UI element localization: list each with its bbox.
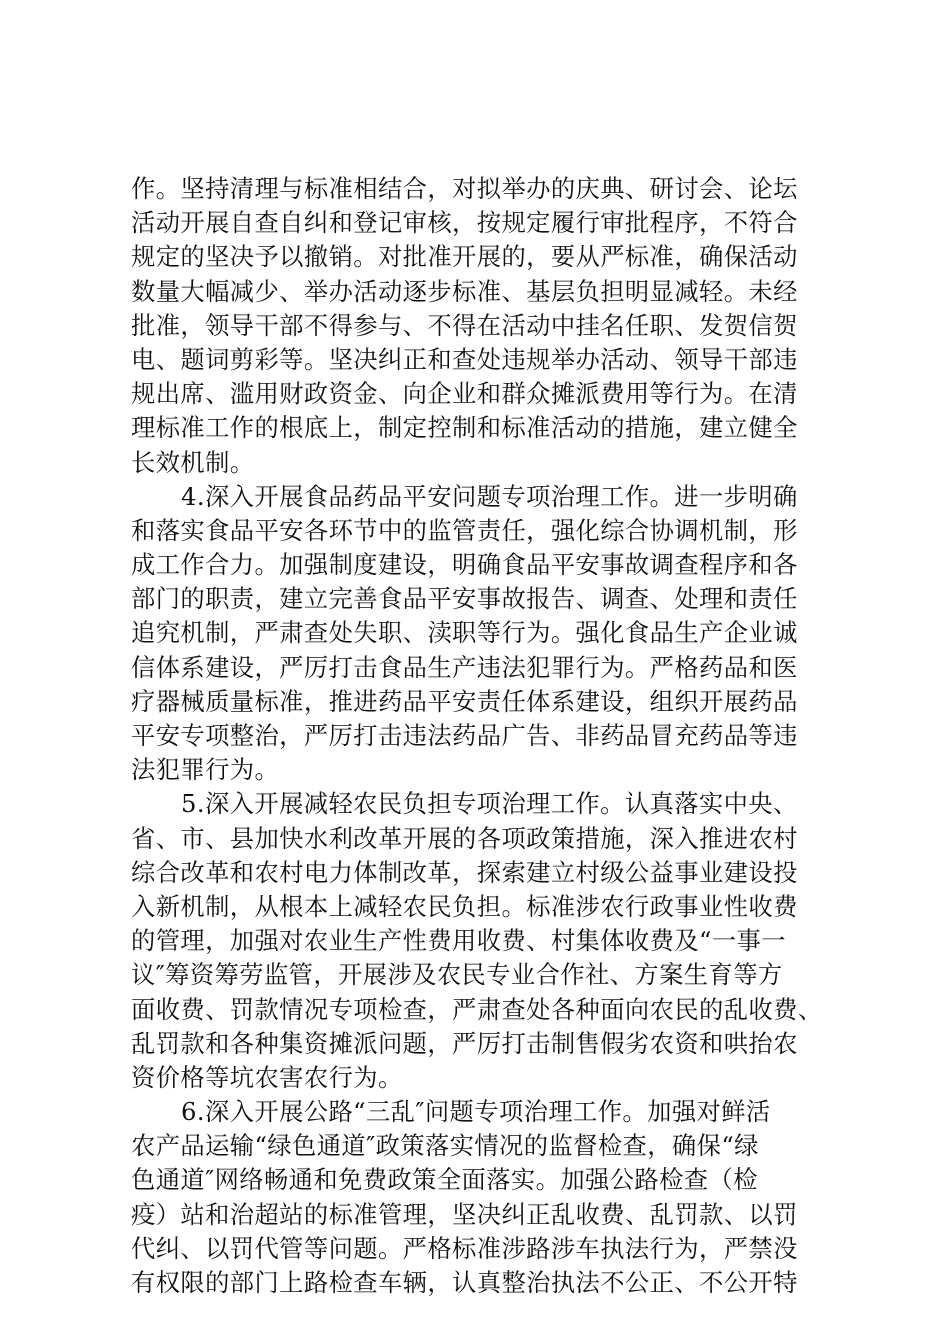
text-line: 和落实食品平安各环节中的监管责任，强化综合协调机制，形	[131, 515, 798, 545]
text-line: 省、市、县加快水利改革开展的各项政策措施，深入推进农村	[131, 823, 798, 853]
section-6-heading-line: 6.深入开展公路“三乱″问题专项治理工作。加强对鲜活	[181, 1097, 771, 1127]
text-line: 理标准工作的根底上，制定控制和标准活动的措施，建立健全	[131, 413, 798, 443]
text-line: 信体系建设，严厉打击食品生产违法犯罪行为。严格药品和医	[131, 652, 798, 682]
text-line: 议″筹资筹劳监管，开展涉及农民专业合作社、方案生育等方	[131, 960, 783, 990]
text-line: 面收费、罚款情况专项检查，严肃查处各种面向农民的乱收费、	[131, 994, 823, 1024]
text-line: 代纠、以罚代管等问题。严格标准涉路涉车执法行为，严禁没	[131, 1233, 798, 1263]
section-4-heading-line: 4.深入开展食品药品平安问题专项治理工作。进一步明确	[181, 481, 798, 511]
text-line: 疫）站和治超站的标准管理，坚决纠正乱收费、乱罚款、以罚	[131, 1199, 798, 1229]
text-line: 的管理，加强对农业生产性费用收费、村集体收费及“一事一	[131, 926, 786, 956]
text-line: 电、题词剪彩等。坚决纠正和查处违规举办活动、领导干部违	[131, 344, 798, 374]
text-line: 部门的职责，建立完善食品平安事故报告、调查、处理和责任	[131, 584, 798, 614]
text-line: 疗器械质量标准，推进药品平安责任体系建设，组织开展药品	[131, 686, 798, 716]
text-line: 平安专项整治，严厉打击违法药品广告、非药品冒充药品等违	[131, 721, 798, 750]
text-line: 活动开展自查自纠和登记审核，按规定履行审批程序，不符合	[131, 208, 798, 238]
text-line: 综合改革和农村电力体制改革，探索建立村级公益事业建设投	[131, 857, 798, 887]
text-line: 成工作合力。加强制度建设，明确食品平安事故调查程序和各	[131, 550, 798, 580]
text-line: 农产品运输“绿色通道″政策落实情况的监督检查，确保“绿	[131, 1131, 759, 1161]
section-5-heading-line: 5.深入开展减轻农民负担专项治理工作。认真落实中央、	[181, 789, 798, 819]
text-line: 色通道″网络畅通和免费政策全面落实。加强公路检查（检	[131, 1165, 758, 1195]
text-line: 规出席、滥用财政资金、向企业和群众摊派费用等行为。在清	[131, 379, 798, 409]
text-line: 长效机制。	[131, 447, 255, 477]
text-line: 批准，领导干部不得参与、不得在活动中挂名任职、发贺信贺	[131, 310, 798, 340]
text-line: 乱罚款和各种集资摊派问题，严厉打击制售假劣农资和哄抬农	[131, 1028, 798, 1058]
text-line: 数量大幅减少、举办活动逐步标准、基层负担明显减轻。未经	[131, 276, 798, 306]
text-line: 法犯罪行为。	[131, 755, 280, 785]
text-line: 有权限的部门上路检查车辆，认真整治执法不公正、不公开特	[131, 1268, 798, 1297]
text-line: 作。坚持清理与标准相结合，对拟举办的庆典、研讨会、论坛	[131, 174, 798, 203]
text-line: 资价格等坑农害农行为。	[131, 1062, 403, 1092]
text-line: 追究机制，严肃查处失职、渎职等行为。强化食品生产企业诚	[131, 618, 798, 648]
text-line: 入新机制，从根本上减轻农民负担。标准涉农行政事业性收费	[131, 891, 798, 921]
body-text	[131, 172, 831, 1300]
text-line: 规定的坚决予以撤销。对批准开展的，要从严标准，确保活动	[131, 242, 798, 272]
